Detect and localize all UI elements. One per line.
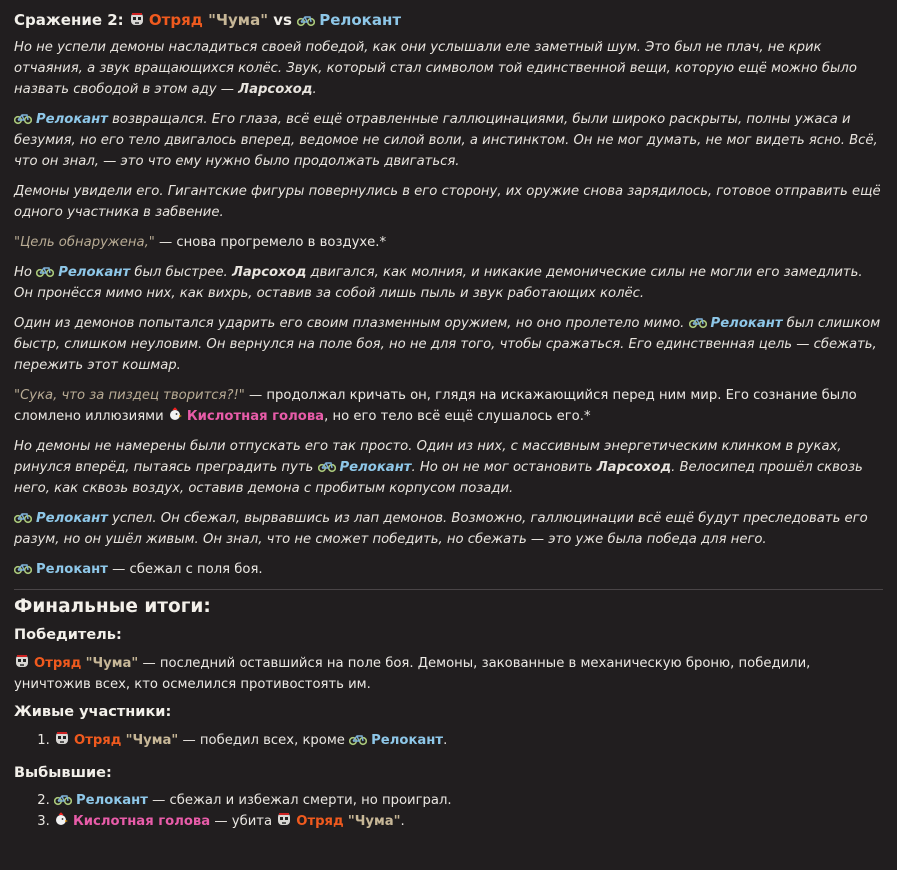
bicycle-icon bbox=[297, 13, 315, 27]
squad-quoted: "Чума" bbox=[85, 656, 139, 671]
alive-list bbox=[14, 730, 883, 751]
relocant-name: Релокант bbox=[58, 265, 131, 280]
story-paragraph-3: Демоны увидели его. Гигантские фигуры повернулись в его сторону, их оружие снова зарядилось, готовое отправить ещё одного участника в забвение. bbox=[14, 184, 881, 220]
winner-text: Отряд "Чума" — последний оставшийся на поле боя. Демоны, закованные в механическую броню, победили, уничтожив всех, кто осмелился противостоять им. bbox=[14, 653, 883, 695]
chicken-head-icon bbox=[54, 812, 69, 827]
squad-name: Отряд bbox=[34, 656, 82, 671]
story-paragraph-6: Один из демонов попытался ударить его своим плазменным оружием, но оно пролетело мимо. Релокант был слишком быстр, слишком неуловим. Он вернулся на поле боя, но не для того, чтобы сражаться. Его единственная цель — сбежать, пережить этот кошмар. bbox=[14, 316, 881, 373]
out-heading: Выбывшие: bbox=[14, 765, 112, 781]
relocant-name: Релокант bbox=[36, 511, 108, 526]
relocant-name: Релокант bbox=[36, 562, 108, 577]
quote-text: "Сука, что за пиздец творится?!" bbox=[14, 388, 245, 403]
skull-mask-icon bbox=[129, 11, 145, 27]
squad-quoted: "Чума" bbox=[208, 11, 269, 29]
story-paragraph-1: Но не успели демоны насладиться своей победой, как они услышали еле заметный шум. Это был не плач, не крик отчаяния, а звук вращающихся колёс. Звук, который стал символом той единственной вещи, которую ещё можно было назвать свободой в этом аду — Ларсоход. bbox=[14, 40, 857, 97]
skull-mask-icon bbox=[276, 811, 292, 827]
squad-quoted: "Чума" bbox=[347, 814, 401, 829]
squad-name: Отряд bbox=[296, 814, 344, 829]
battle-heading bbox=[14, 11, 883, 29]
larsokhod-name: Ларсоход bbox=[238, 82, 313, 97]
bicycle-icon bbox=[14, 510, 32, 524]
acid-head-name: Кислотная голова bbox=[73, 814, 211, 829]
bicycle-icon bbox=[36, 264, 54, 278]
story-paragraph-10: Релокант — сбежал с поля боя. bbox=[14, 559, 883, 580]
squad-name: Отряд bbox=[148, 11, 203, 29]
relocant-name: Релокант bbox=[319, 11, 402, 29]
bicycle-icon bbox=[14, 111, 32, 125]
story-paragraph-9: Релокант успел. Он сбежал, вырвавшись из лап демонов. Возможно, галлюцинации всё ещё будут преследовать его разум, но он ушёл живым. Он знал, что не сможет победить, но сбежать — это уже была победа для него. bbox=[14, 511, 868, 547]
list-item: 1. Отряд "Чума" — победил всех, кроме Релокант. bbox=[54, 730, 883, 751]
bicycle-icon bbox=[349, 732, 367, 746]
relocant-name: Релокант bbox=[76, 793, 148, 808]
relocant-name: Релокант bbox=[371, 733, 444, 748]
chicken-head-icon bbox=[168, 407, 183, 422]
relocant-name: Релокант bbox=[36, 112, 108, 127]
story-paragraph-7: "Сука, что за пиздец творится?!" — продолжал кричать он, глядя на искажающийся перед ним мир. Его сознание было сломлено иллюзиями Кислотная голова, но его тело всё ещё слушалось его.* bbox=[14, 388, 857, 424]
quote-text: "Цель обнаружена," bbox=[14, 235, 155, 250]
list-item: 3. Кислотная голова — убита Отряд "Чума". bbox=[54, 811, 883, 832]
squad-quoted: "Чума" bbox=[125, 733, 179, 748]
story-paragraph-2: Релокант возвращался. Его глаза, всё ещё отравленные галлюцинациями, были широко раскрыты, полны ужаса и безумия, но его тело двигалось вперед, ведомое не силой воли, а инстинктом. Он не мог думать, не мог видеть ясно. Всё, что он знал, — это что ему нужно было продолжать двигаться. bbox=[14, 112, 878, 169]
larsokhod-name: Ларсоход bbox=[231, 265, 307, 280]
relocant-name: Релокант bbox=[339, 460, 412, 475]
vs-label: vs bbox=[273, 11, 292, 29]
acid-head-name: Кислотная голова bbox=[186, 409, 325, 424]
skull-mask-icon bbox=[54, 730, 70, 746]
divider bbox=[14, 589, 883, 590]
list-item: 2. Релокант — сбежал и избежал смерти, но проиграл. bbox=[54, 791, 883, 811]
bicycle-icon bbox=[689, 315, 707, 329]
final-results-title: Финальные итоги: bbox=[14, 596, 211, 617]
story-paragraph-8: Но демоны не намерены были отпускать его так просто. Один из них, с массивным энергетическим клинком в руках, ринулся вперёд, пытаясь преградить путь Релокант. Но он не мог остановить Ларсоход. Велосипед прошёл сквозь него, как сквозь воздух, оставив демона с пробитым корпусом позади. bbox=[14, 439, 863, 496]
relocant-name: Релокант bbox=[710, 316, 783, 331]
story-paragraph-4: "Цель обнаружена," — снова прогремело в воздухе.* bbox=[14, 235, 387, 250]
larsokhod-name: Ларсоход bbox=[596, 460, 672, 475]
bicycle-icon bbox=[14, 561, 32, 575]
bicycle-icon bbox=[318, 459, 336, 473]
bicycle-icon bbox=[54, 792, 72, 806]
out-list bbox=[14, 791, 883, 832]
battle-heading-prefix: Сражение 2: bbox=[14, 11, 124, 29]
squad-name: Отряд bbox=[74, 733, 122, 748]
alive-heading: Живые участники: bbox=[14, 704, 172, 720]
skull-mask-icon bbox=[14, 653, 30, 669]
story-paragraph-5: Но Релокант был быстрее. Ларсоход двигался, как молния, и никакие демонические силы не могли его замедлить. Он пронёсся мимо них, как вихрь, оставив за собой лишь пыль и звук работающих колёс. bbox=[14, 265, 863, 301]
winner-heading: Победитель: bbox=[14, 627, 122, 643]
